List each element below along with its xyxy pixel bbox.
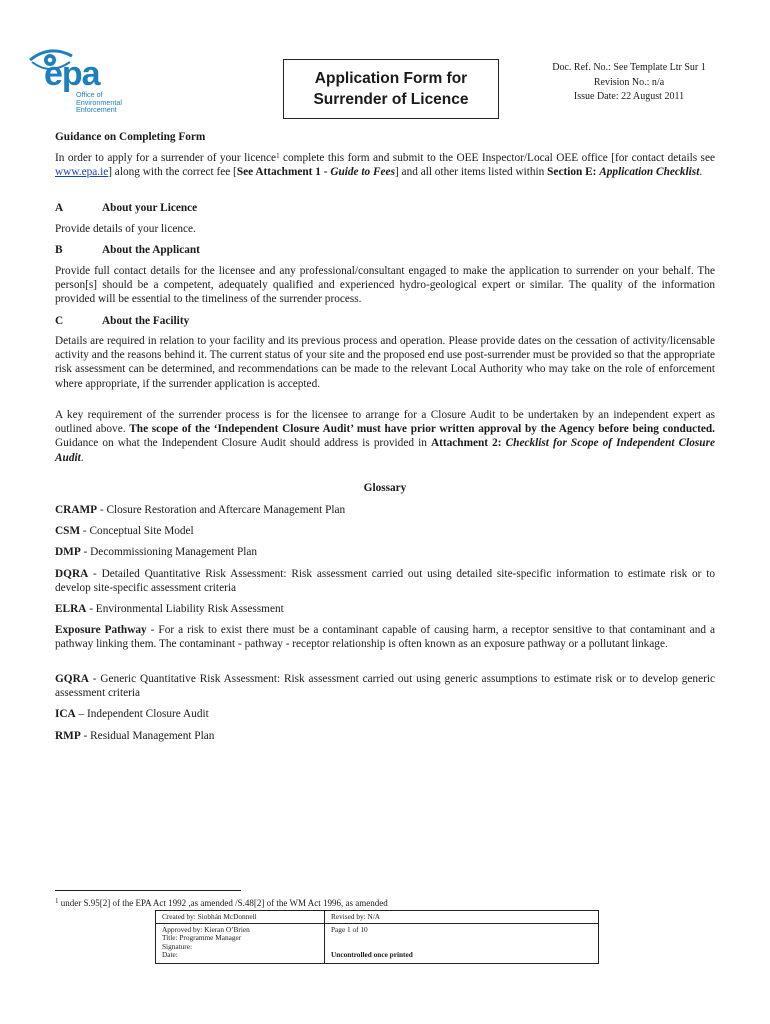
section-text: Provide details of your licence. [55,223,196,235]
uncontrolled-notice: Uncontrolled once printed [331,950,413,959]
footnote-mark[interactable]: 1 [276,152,280,160]
revision-number: Revision No.: n/a [593,76,665,88]
intro-text: . [699,166,703,179]
section-letter: B [55,244,63,256]
revised-by: Revised by: N/A [331,912,381,921]
glossary-definition: - Decommissioning Management Plan [80,546,258,558]
section-letter: C [55,315,64,327]
intro-text: ] along with the correct fee [ [108,166,237,179]
glossary-term: CSM [55,525,81,537]
glossary-heading: Glossary [363,482,407,494]
section-text: Details are required in relation to your facility and its previous process and operation. Please provide dates on the cessation of activity/licensable activity and the reasons behind it. The current status of your site and the proposed end use post-surrender must be provided so that the appropriate risk assessment can be determined, and recommendations can be made to the relevant Local Authority who may take on the role of enforcement where appropriate, if the surrender application is accepted. [55,335,715,390]
control-box-divider [156,923,598,924]
approval-details [158,925,254,961]
glossary-term: GQRA [55,673,89,685]
glossary-item [55,623,715,651]
section-text: Provide full contact details for the licensee and any professional/consultant engaged to make the application to surrender on your behalf. The person[s] should be a competent, adequately qualified and experienced hydro-geological expert or similar. The quality of the information provided will be essential to the timeliness of the surrender process. [55,265,715,306]
closure-text: Guidance on what the Independent Closure Audit should address is provided in [55,437,431,450]
footnote-text: under S.95[2] of the EPA Act 1992 ,as amended /S.48[2] of the WM Act 1996, as amended [58,898,388,908]
glossary-definition: - For a risk to exist there must be a contaminant capable of causing harm, a receptor sensitive to that contaminant and a pathway linking them. The contaminant - pathway - receptor relationship is often known as an exposure pathway or a pollutant linkage. [55,624,715,651]
guidance-intro [55,151,715,179]
glossary-definition: - Residual Management Plan [80,730,215,742]
document-title-line: Application Form for [314,70,468,87]
glossary-item [55,729,715,743]
closure-text: A key requirement of the surrender process is for the licensee to arrange for a Closure Audit to be undertaken by an independent expert as outlined above. [55,409,715,436]
intro-text: In order to apply for a surrender of your licence [55,152,277,164]
glossary-definition: – Independent Closure Audit [75,708,209,720]
attachment-ref: See Attachment 1 - [236,166,331,179]
glossary-term: RMP [55,730,81,742]
glossary-definition: - Environmental Liability Risk Assessment [86,603,284,615]
document-control-box [155,910,599,964]
closure-audit-paragraph [55,408,715,465]
glossary-item [55,707,715,721]
closure-emphasis: The scope of the ‘Independent Closure Audit’ must have prior written approval by the Agency before being conducted. [129,423,715,436]
glossary-item [55,545,715,559]
guidance-heading: Guidance on Completing Form [55,131,206,143]
glossary-item [55,524,715,538]
logo-subtitle [76,91,122,114]
document-title-line: Surrender of Licence [313,91,469,108]
document-metadata [538,61,720,105]
glossary-term: Exposure Pathway [55,624,147,636]
attachment-ref-title: Guide to Fees [330,166,395,179]
footnote-divider [55,890,241,891]
glossary-term: ELRA [55,603,87,615]
footnote [55,898,388,909]
document-title-box [283,59,499,119]
section-ref: Section E: [547,166,600,179]
glossary-term: DMP [55,546,81,558]
logo-wordmark: epa [44,55,100,93]
attachment-ref-title: Checklist for Scope of Independent Closure Audit [55,437,715,464]
glossary-item [55,503,715,517]
page-number: Page 1 of 10 [331,925,368,934]
approver-title: Title: Programme Manager [162,933,242,943]
glossary-definition: - Generic Quantitative Risk Assessment: Risk assessment carried out using generic assumptions to estimate risk or to develop generic assessment criteria [55,673,715,700]
attachment-ref: Attachment 2: [430,437,506,450]
glossary-item [55,672,715,700]
control-box-divider [324,911,325,963]
epa-website-link[interactable]: www.epa.ie [55,166,109,179]
glossary-term: DQRA [55,568,89,580]
footnote-mark: 1 [55,897,59,905]
doc-ref: Doc. Ref. No.: See Template Ltr Sur 1 [552,62,706,73]
issue-date: Issue Date: 22 August 2011 [573,91,685,102]
glossary-definition: - Closure Restoration and Aftercare Management Plan [97,504,346,516]
approved-by: Approved by: Kieran O’Brien [162,925,250,934]
signature-field: Signature: [162,941,192,951]
section-title: About your Licence [102,202,198,214]
glossary-definition: - Detailed Quantitative Risk Assessment: Risk assessment carried out using detailed site-specific information to estimate risk or to develop site-specific assessment criteria [55,568,715,595]
section-ref-title: Application Checklist [599,166,700,179]
section-title: About the Facility [102,315,190,327]
glossary-term: ICA [55,708,76,720]
glossary-term: CRAMP [55,504,98,516]
intro-text: ] and all other items listed within [394,166,548,179]
glossary-item [55,567,715,595]
logo-subtitle-line: Office of [76,90,103,99]
section-letter: A [55,202,64,214]
created-by: Created by: Siobhán McDonnell [162,912,257,921]
glossary-definition: - Conceptual Site Model [80,525,194,537]
date-field: Date: [162,950,178,960]
logo-subtitle-line: Environmental [76,97,122,107]
closure-text: . [80,451,84,464]
intro-text: complete this form and submit to the OEE Inspector/Local OEE office [for contact details see [279,152,715,164]
glossary-item [55,602,715,616]
logo-subtitle-line: Enforcement [76,105,117,115]
section-title: About the Applicant [102,244,200,256]
